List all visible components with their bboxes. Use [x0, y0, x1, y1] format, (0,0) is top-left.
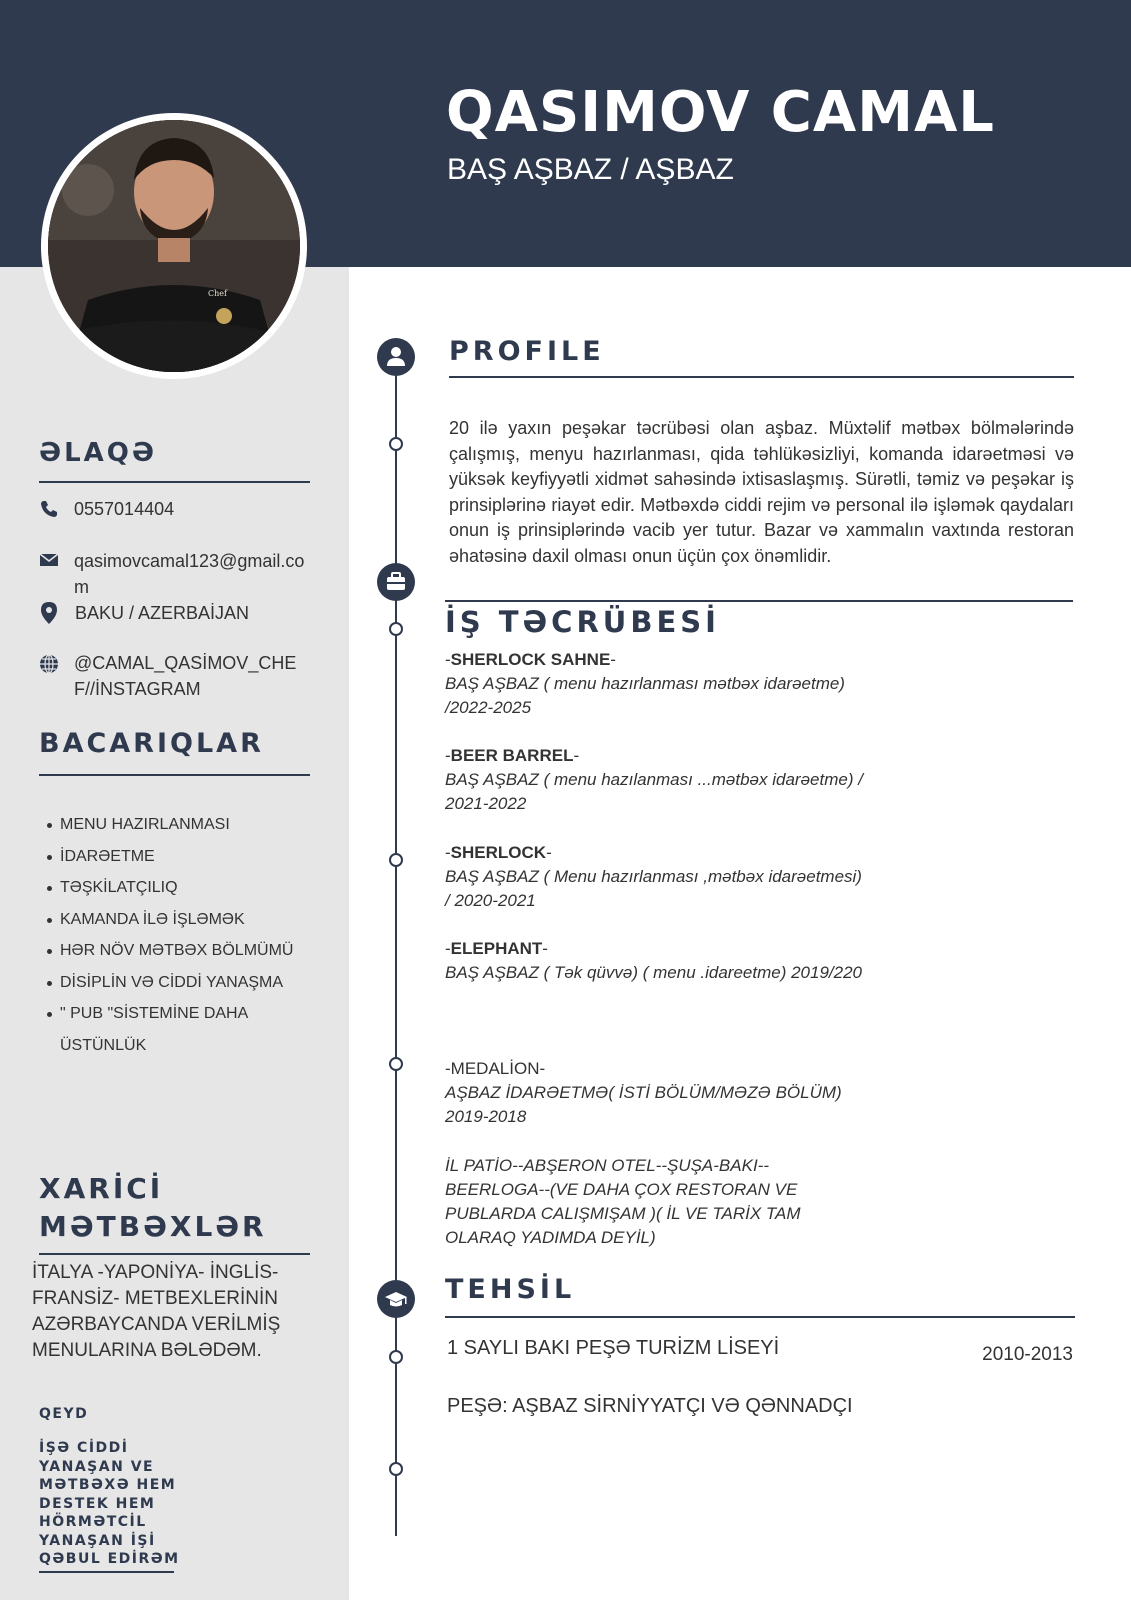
skill-item: DİSİPLİN VƏ CİDDİ YANAŞMA: [44, 967, 314, 999]
timeline-dot: [389, 1057, 403, 1071]
skills-rule: [39, 774, 310, 776]
foreign-text: İTALYA -YAPONİYA- İNGLİS- FRANSİZ- METBEXLERİNİN AZƏRBAYCANDA VERİLMİŞ MENULARINA BƏLƏDƏM.: [32, 1262, 281, 1361]
job-entry: -ELEPHANT- BAŞ AŞBAZ ( Tək qüvvə) ( menu .idareetme) 2019/220: [445, 937, 865, 985]
briefcase-icon: [377, 563, 415, 601]
user-icon: [377, 338, 415, 376]
job-company: SHERLOCK SAHNE: [450, 650, 611, 669]
skills-heading: BACARIQLAR: [39, 728, 264, 759]
contact-location: BAKU / AZERBAİJAN: [75, 603, 250, 623]
note-rule: [39, 1571, 174, 1573]
job-role: BAŞ AŞBAZ ( Menu hazırlanması ,mətbəx idarəetmesi) / 2020-2021: [445, 867, 862, 910]
foreign-heading-line2: MƏTBƏXLƏR: [39, 1210, 267, 1243]
job-role: AŞBAZ İDARƏETMƏ( İSTİ BÖLÜM/MƏZƏ BÖLÜM) 2019-2018: [445, 1083, 842, 1126]
skills-list: [44, 809, 314, 1061]
experience-top-rule: [445, 600, 1073, 602]
phone-icon: [39, 499, 59, 519]
skill-item: MENU HAZIRLANMASI: [44, 809, 314, 841]
globe-icon: [39, 654, 59, 674]
skill-item: TƏŞKİLATÇILIQ: [44, 872, 314, 904]
location-pin-icon: [39, 601, 59, 625]
profile-rule: [449, 376, 1074, 378]
job-entry: -SHERLOCK SAHNE- BAŞ AŞBAZ ( menu hazırlanması mətbəx idarəetme) /2022-2025: [445, 648, 865, 720]
chef-portrait-icon: [48, 120, 300, 372]
profile-text: 20 ilə yaxın peşəkar təcrübəsi olan aşbaz. Müxtəlif mətbəx bölmələrində çalışmış, menyu hazırlanması, qida təhlükəsizliyi, komanda idarəetməsi və yüksək keyfiyyətli xidmət sahəsində ixtisaslaşmış. Sürətli, təmiz və peşəkar iş prinsiplərinə riayət edir. Mətbəxdə ciddi rejim və personal ilə işləmək qaydaları onun iş prinsiplərində vacib yer tutur. Bazar və xammalın vaxtında restoran əhatəsinə daxil olması onun üçün çox önəmlidir.: [449, 418, 1074, 566]
job-entry: -MEDALİON- AŞBAZ İDARƏETMƏ( İSTİ BÖLÜM/MƏZƏ BÖLÜM) 2019-2018: [445, 1057, 865, 1129]
education-timeline-icon: [377, 1280, 415, 1318]
education-years: 2010-2013: [982, 1344, 1073, 1365]
contact-phone[interactable]: 0557014404: [74, 499, 175, 519]
email-icon: [39, 550, 59, 570]
svg-text:Chef: Chef: [208, 289, 227, 298]
skill-item: İDARƏETME: [44, 841, 314, 873]
job-role: BAŞ AŞBAZ ( menu hazılanması ...mətbəx idarəetme) / 2021-2022: [445, 770, 863, 813]
job-entry: -BEER BARREL- BAŞ AŞBAZ ( menu hazılanması ...mətbəx idarəetme) / 2021-2022: [445, 744, 865, 816]
skill-item: HƏR NÖV MƏTBƏX BÖLMÜMÜ: [44, 935, 314, 967]
contact-email-line1: qasimovcamal123@gmail.co: [74, 551, 305, 571]
graduation-cap-icon: [377, 1280, 415, 1318]
job-other: İL PATİO--ABŞERON OTEL--ŞUŞA-BAKI--BEERLOGA--(VE DAHA ÇOX RESTORAN VE PUBLARDA CALIŞMIŞAM )( İL VE TARİX TAM OLARAQ YADIMDA DEYİL): [445, 1156, 801, 1247]
candidate-title: BAŞ AŞBAZ / AŞBAZ: [447, 153, 734, 186]
profile-heading: PROFILE: [449, 336, 605, 367]
contact-email[interactable]: [74, 548, 304, 600]
job-company: ELEPHANT: [450, 939, 543, 958]
profile-timeline-icon: [377, 338, 415, 376]
note-text: İŞƏ CİDDİ YANAŞAN VE MƏTBƏXƏ HEM DESTEK HEM HÖRMƏTCİL YANAŞAN İŞİ QƏBUL EDİRƏM: [39, 1440, 180, 1567]
education-school: 1 SAYLI BAKI PEŞƏ TURİZM LİSEYİ: [447, 1337, 780, 1359]
contact-heading: ƏLAQƏ: [39, 438, 157, 468]
note-heading: QEYD: [39, 1406, 89, 1422]
foreign-heading-line1: XARİCİ: [39, 1172, 164, 1205]
timeline-dot: [389, 1462, 403, 1476]
experience-timeline-icon: [377, 563, 415, 601]
education-heading: TEHSİL: [445, 1274, 576, 1305]
experience-heading: İŞ TƏCRÜBESİ: [445, 605, 720, 639]
job-role: BAŞ AŞBAZ ( Tək qüvvə) ( menu .idareetme) 2019/220: [445, 963, 863, 982]
job-role: BAŞ AŞBAZ ( menu hazırlanması mətbəx idarəetme) /2022-2025: [445, 674, 845, 717]
foreign-heading: [39, 1170, 267, 1246]
candidate-name: QASIMOV CAMAL: [446, 80, 995, 145]
job-company: BEER BARREL: [450, 746, 574, 765]
skill-item: " PUB "SİSTEMİNE DAHA ÜSTÜNLÜK: [44, 998, 314, 1061]
contact-instagram[interactable]: [74, 650, 296, 702]
contact-email-line2: m: [74, 577, 89, 597]
job-entry: -SHERLOCK- BAŞ AŞBAZ ( Menu hazırlanması ,mətbəx idarəetmesi) / 2020-2021: [445, 841, 865, 913]
timeline-dot: [389, 853, 403, 867]
timeline-dot: [389, 1350, 403, 1364]
job-company: SHERLOCK: [450, 843, 547, 862]
foreign-rule: [39, 1253, 310, 1255]
contact-rule: [39, 481, 310, 483]
education-profession: PEŞƏ: AŞBAZ SİRNİYYATÇI VƏ QƏNNADÇI: [447, 1395, 853, 1417]
contact-instagram-line1: @CAMAL_QASİMOV_CHE: [74, 653, 297, 673]
skill-item: KAMANDA İLƏ İŞLƏMƏK: [44, 904, 314, 936]
profile-photo: [48, 120, 300, 372]
contact-instagram-line2: F//İNSTAGRAM: [74, 679, 201, 699]
job-company: MEDALİON: [450, 1059, 540, 1078]
education-rule: [445, 1316, 1075, 1318]
timeline-dot: [389, 622, 403, 636]
timeline-dot: [389, 437, 403, 451]
